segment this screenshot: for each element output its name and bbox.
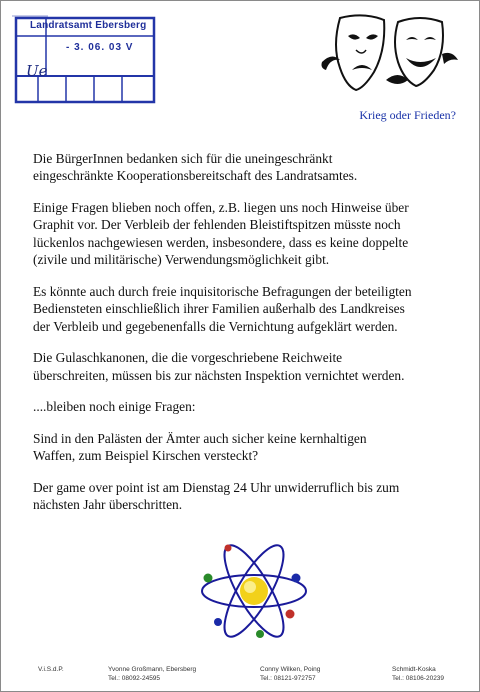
letter-body — [33, 150, 463, 528]
paragraph-interrogation: Es könnte auch durch freie inquisitorische Befragungen der beteiligten Bediensteten einschließlich ihrer Familien außerhalb des Landkreises der Verbleib und gegebenenfalls die Vernichtung aufgeklärt werden. — [33, 283, 412, 334]
footer-visdp: V.i.S.d.P. — [38, 666, 64, 673]
footer-contact-1 — [108, 665, 196, 683]
stamp-signature: Ue — [26, 62, 48, 80]
paragraph-graphite: Einige Fragen blieben noch offen, z.B. liegen uns noch Hinweise über Graphit vor. Der Verbleib der fehlenden Bleistiftspitzen müsste noch lückenlos nachgewiesen werden, insbesondere, dass es keine doppelte (zivile und militärische) Verwendungsmöglichkeit gibt. — [33, 200, 409, 268]
contact-tel: Tel.: 08121-972757 — [260, 675, 316, 682]
contact-tel: Tel.: 08106-20239 — [392, 675, 445, 682]
theater-masks-icon — [312, 10, 462, 96]
contact-name: Conny Wilken, Poing — [260, 666, 321, 673]
contact-name: Yvonne Großmann, Ebersberg — [108, 666, 197, 673]
stamp-date: - 3. 06. 03 V — [66, 42, 134, 53]
paragraph-thanks: Die BürgerInnen bedanken sich für die uneingeschränkt eingeschränkte Kooperationsbereitschaft des Landratsamtes. — [33, 151, 358, 184]
atom-icon — [198, 538, 310, 644]
motto-heading: Krieg oder Frieden? — [359, 108, 456, 122]
office-stamp — [8, 14, 160, 106]
contact-name: Schmidt-Koska — [392, 666, 436, 673]
contact-tel: Tel.: 08092-24595 — [108, 675, 161, 682]
footer-contact-2 — [260, 665, 320, 683]
stamp-authority: Landratsamt Ebersberg — [30, 20, 147, 31]
footer-contact-3 — [392, 665, 444, 683]
footer — [0, 665, 480, 689]
paragraph-questions: ....bleiben noch einige Fragen: — [33, 399, 196, 415]
paragraph-cherries: Sind in den Palästen der Ämter auch sicher keine kernhaltigen Waffen, zum Beispiel Kirschen versteckt? — [33, 430, 367, 464]
paragraph-goulash-cannons: Die Gulaschkanonen, die die vorgeschriebene Reichweite überschreiten, müssen bis zur nächsten Inspektion vernichtet werden. — [33, 350, 405, 383]
paragraph-game-over: Der game over point ist am Dienstag 24 Uhr unwiderruflich bis zum nächsten Jahr überschritten. — [33, 479, 400, 513]
